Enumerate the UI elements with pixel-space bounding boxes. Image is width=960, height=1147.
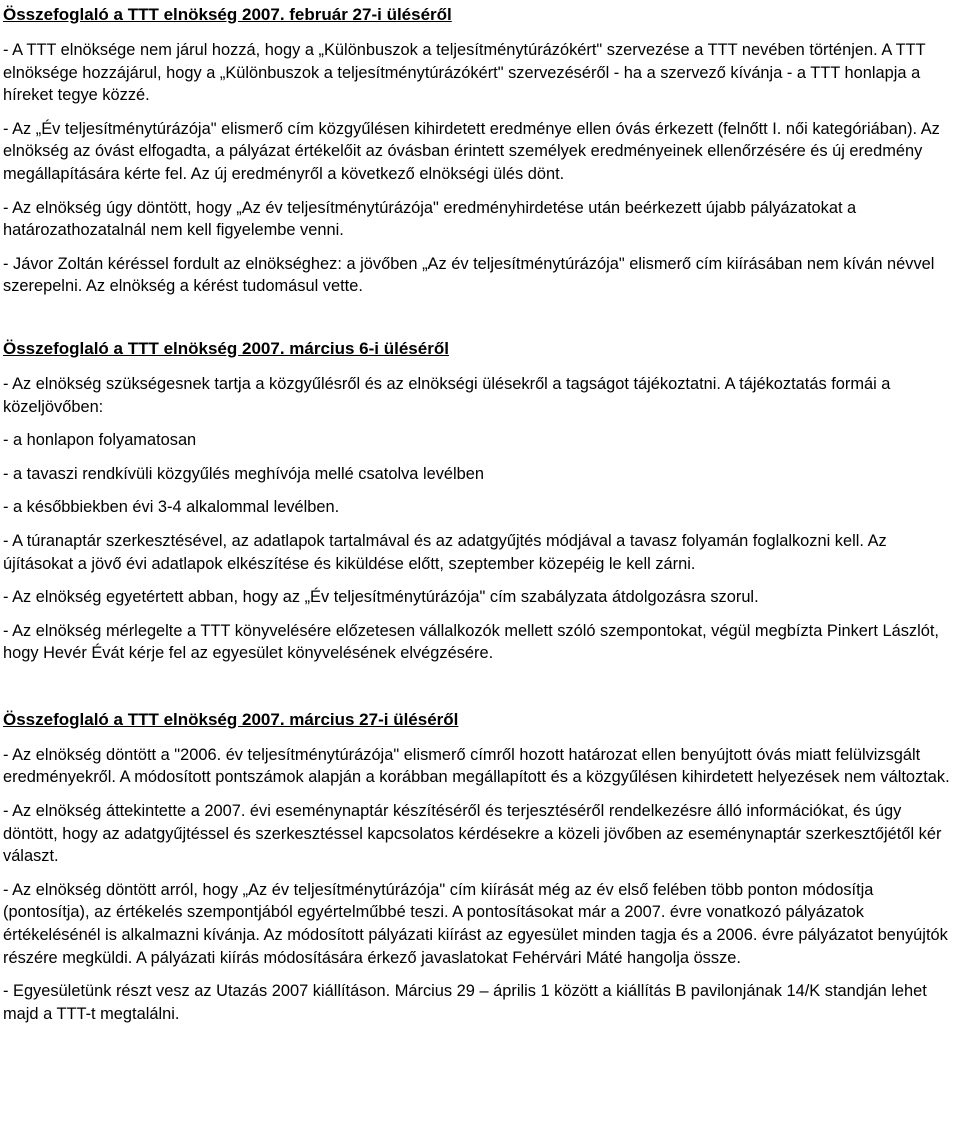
paragraph: - Az elnökség döntött a "2006. év teljesítménytúrázója" elismerő címről hozott határozat ellen benyújtott óvás miatt felülvizsgált eredményekről. A módosított pontszámok alapján a korábban megállapított és a közgyűlésen kihirdetett helyezések nem változtak. xyxy=(3,745,950,787)
paragraph: - Az elnökség mérlegelte a TTT könyvelésére előzetesen vállalkozók mellett szóló szempontokat, végül megbízta Pinkert Lászlót, hogy Hevér Évát kérje fel az egyesület könyvelésének elvégzésére. xyxy=(3,621,939,663)
section-heading: Összefoglaló a TTT elnökség 2007. február 27-i üléséről xyxy=(3,5,452,24)
section-spacer xyxy=(3,309,954,338)
paragraph: - Az elnökség egyetértett abban, hogy az „Év teljesítménytúrázója" cím szabályzata átdolgozásra szorul. xyxy=(3,588,759,607)
section-feb-27 xyxy=(3,4,954,298)
paragraph: - Az elnökség úgy döntött, hogy „Az év teljesítménytúrázója" eredményhirdetése után beérkezett újabb pályázatokat a határozathozatalnál nem kell figyelembe venni. xyxy=(3,198,857,240)
paragraph: - Az elnökség döntött arról, hogy „Az év teljesítménytúrázója" cím kiírását még az év első felében több ponton módosítja (pontosítja), az értékelés szempontjából egyértelműbbé teszi. A pontosításokat már a 2007. évre vonatkozó pályázatok értékelésénél is alkalmazni kívánja. Az módosított pályázati kiírást az egyesület minden tagja és a 2006. évre pályázatot benyújtók részére megküldi. A pályázati kiírás módosítására érkező javaslatokat Fehérvári Máté hangolja össze. xyxy=(3,880,948,967)
paragraph: - a honlapon folyamatosan xyxy=(3,431,197,450)
document-page xyxy=(0,4,960,1147)
section-heading: Összefoglaló a TTT elnökség 2007. március 27-i üléséről xyxy=(3,709,459,729)
paragraph: - a tavaszi rendkívüli közgyűlés meghívója mellé csatolva levélben xyxy=(3,464,485,483)
paragraph: - A TTT elnöksége nem járul hozzá, hogy a „Különbuszok a teljesítménytúrázókért" szervezése a TTT nevében történjen. A TTT elnöksége hozzájárul, hogy a „Különbuszok a teljesítménytúrázókért" szervezéséről - ha a szervező kívánja - a TTT honlapja a híreket tegye közzé. xyxy=(3,41,926,105)
paragraph: - Az „Év teljesítménytúrázója" elismerő cím közgyűlésen kihirdetett eredménye ellen óvás érkezett (felnőtt I. női kategóriában). Az elnökség az óvást elfogadta, a pályázat értékelőit az óvásban érintett személyek eredményeinek ellenőrzésére és új eredmény megállapítására kérte fel. Az új eredményről a következő elnökségi ülés dönt. xyxy=(3,119,940,183)
section-mar-6 xyxy=(3,338,954,665)
paragraph: - A túranaptár szerkesztésével, az adatlapok tartalmával és az adatgyűjtés módjával a tavasz folyamán foglalkozni kell. Az újításokat a jövő évi adatlapok elkészítése és kiküldése előtt, szeptember közepéig le kell zárni. xyxy=(3,531,887,573)
section-heading: Összefoglaló a TTT elnökség 2007. március 6-i üléséről xyxy=(3,338,449,358)
paragraph: - Jávor Zoltán kéréssel fordult az elnökséghez: a jövőben „Az év teljesítménytúrázója" elismerő cím kiírásában nem kíván névvel szerepelni. Az elnökség a kérést tudomásul vette. xyxy=(3,254,935,296)
paragraph: - Egyesületünk részt vesz az Utazás 2007 kiállításon. Március 29 – április 1 között a kiállítás B pavilonjának 14/K standján lehet majd a TTT-t megtalálni. xyxy=(3,982,927,1023)
paragraph: - a későbbiekben évi 3-4 alkalommal levélben. xyxy=(3,498,340,517)
section-spacer xyxy=(3,676,954,709)
section-mar-27 xyxy=(3,709,954,1026)
paragraph: - Az elnökség szükségesnek tartja a közgyűlésről és az elnökségi ülésekről a tagságot tájékoztatni. A tájékoztatás formái a közeljövőben: xyxy=(3,374,891,416)
paragraph: - Az elnökség áttekintette a 2007. évi eseménynaptár készítéséről és terjesztéséről rendelkezésre álló információkat, és úgy döntött, hogy az adatgyűjtéssel és szerkesztéssel kapcsolatos kérdésekre a közeli jövőben az eseménynaptár szerkesztőjétől kér választ. xyxy=(3,802,942,866)
